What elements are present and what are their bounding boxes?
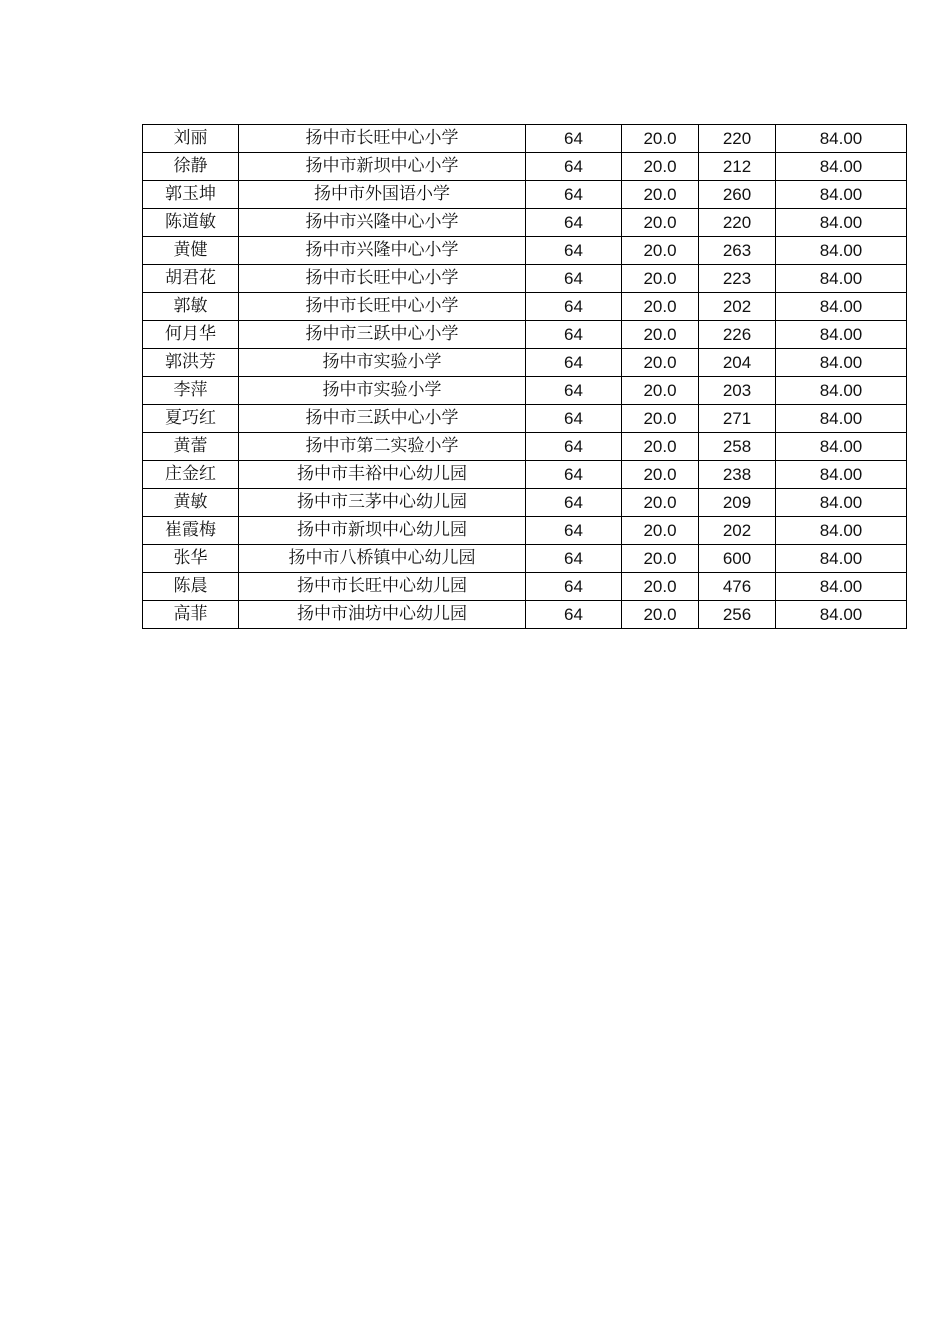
value-c-cell: 204 bbox=[699, 349, 776, 377]
value-a-cell: 64 bbox=[526, 545, 622, 573]
school-cell: 扬中市三跃中心小学 bbox=[239, 405, 526, 433]
value-a-cell: 64 bbox=[526, 517, 622, 545]
value-b-cell: 20.0 bbox=[622, 321, 699, 349]
value-c-cell: 271 bbox=[699, 405, 776, 433]
value-a-cell: 64 bbox=[526, 405, 622, 433]
name-cell: 崔霞梅 bbox=[143, 517, 239, 545]
value-b-cell: 20.0 bbox=[622, 433, 699, 461]
name-cell: 高菲 bbox=[143, 601, 239, 629]
value-b-cell: 20.0 bbox=[622, 237, 699, 265]
name-cell: 黄敏 bbox=[143, 489, 239, 517]
value-a-cell: 64 bbox=[526, 209, 622, 237]
name-cell: 李萍 bbox=[143, 377, 239, 405]
value-c-cell: 209 bbox=[699, 489, 776, 517]
table-row bbox=[143, 209, 907, 237]
value-c-cell: 476 bbox=[699, 573, 776, 601]
value-b-cell: 20.0 bbox=[622, 545, 699, 573]
name-cell: 徐静 bbox=[143, 153, 239, 181]
value-c-cell: 220 bbox=[699, 125, 776, 153]
table-row bbox=[143, 433, 907, 461]
name-cell: 陈晨 bbox=[143, 573, 239, 601]
score-cell: 84.00 bbox=[776, 237, 907, 265]
value-c-cell: 220 bbox=[699, 209, 776, 237]
table-row bbox=[143, 461, 907, 489]
school-cell: 扬中市长旺中心小学 bbox=[239, 125, 526, 153]
table-row bbox=[143, 349, 907, 377]
table-row bbox=[143, 237, 907, 265]
value-c-cell: 226 bbox=[699, 321, 776, 349]
value-b-cell: 20.0 bbox=[622, 461, 699, 489]
table-row bbox=[143, 125, 907, 153]
score-cell: 84.00 bbox=[776, 153, 907, 181]
value-b-cell: 20.0 bbox=[622, 293, 699, 321]
name-cell: 黄蕾 bbox=[143, 433, 239, 461]
value-a-cell: 64 bbox=[526, 489, 622, 517]
table-row bbox=[143, 265, 907, 293]
value-c-cell: 260 bbox=[699, 181, 776, 209]
value-b-cell: 20.0 bbox=[622, 349, 699, 377]
school-cell: 扬中市实验小学 bbox=[239, 377, 526, 405]
table-row bbox=[143, 405, 907, 433]
value-a-cell: 64 bbox=[526, 321, 622, 349]
value-c-cell: 202 bbox=[699, 517, 776, 545]
school-cell: 扬中市丰裕中心幼儿园 bbox=[239, 461, 526, 489]
school-cell: 扬中市外国语小学 bbox=[239, 181, 526, 209]
value-a-cell: 64 bbox=[526, 433, 622, 461]
school-cell: 扬中市八桥镇中心幼儿园 bbox=[239, 545, 526, 573]
table-row bbox=[143, 321, 907, 349]
school-cell: 扬中市三茅中心幼儿园 bbox=[239, 489, 526, 517]
table-row bbox=[143, 573, 907, 601]
score-cell: 84.00 bbox=[776, 517, 907, 545]
school-cell: 扬中市长旺中心幼儿园 bbox=[239, 573, 526, 601]
name-cell: 陈道敏 bbox=[143, 209, 239, 237]
value-c-cell: 223 bbox=[699, 265, 776, 293]
value-b-cell: 20.0 bbox=[622, 489, 699, 517]
value-b-cell: 20.0 bbox=[622, 517, 699, 545]
value-c-cell: 256 bbox=[699, 601, 776, 629]
name-cell: 黄健 bbox=[143, 237, 239, 265]
value-b-cell: 20.0 bbox=[622, 573, 699, 601]
score-cell: 84.00 bbox=[776, 265, 907, 293]
score-cell: 84.00 bbox=[776, 489, 907, 517]
name-cell: 郭洪芳 bbox=[143, 349, 239, 377]
school-cell: 扬中市实验小学 bbox=[239, 349, 526, 377]
school-cell: 扬中市三跃中心小学 bbox=[239, 321, 526, 349]
table-row bbox=[143, 517, 907, 545]
school-cell: 扬中市长旺中心小学 bbox=[239, 265, 526, 293]
school-cell: 扬中市第二实验小学 bbox=[239, 433, 526, 461]
value-a-cell: 64 bbox=[526, 293, 622, 321]
score-cell: 84.00 bbox=[776, 433, 907, 461]
table-body bbox=[143, 125, 907, 629]
name-cell: 胡君花 bbox=[143, 265, 239, 293]
data-table bbox=[142, 124, 907, 629]
school-cell: 扬中市新坝中心幼儿园 bbox=[239, 517, 526, 545]
value-a-cell: 64 bbox=[526, 601, 622, 629]
score-cell: 84.00 bbox=[776, 293, 907, 321]
value-a-cell: 64 bbox=[526, 573, 622, 601]
value-b-cell: 20.0 bbox=[622, 209, 699, 237]
value-b-cell: 20.0 bbox=[622, 153, 699, 181]
school-cell: 扬中市新坝中心小学 bbox=[239, 153, 526, 181]
name-cell: 刘丽 bbox=[143, 125, 239, 153]
name-cell: 庄金红 bbox=[143, 461, 239, 489]
table-row bbox=[143, 377, 907, 405]
name-cell: 郭玉坤 bbox=[143, 181, 239, 209]
value-a-cell: 64 bbox=[526, 265, 622, 293]
value-b-cell: 20.0 bbox=[622, 601, 699, 629]
school-cell: 扬中市油坊中心幼儿园 bbox=[239, 601, 526, 629]
school-cell: 扬中市兴隆中心小学 bbox=[239, 209, 526, 237]
value-a-cell: 64 bbox=[526, 125, 622, 153]
school-cell: 扬中市长旺中心小学 bbox=[239, 293, 526, 321]
score-cell: 84.00 bbox=[776, 461, 907, 489]
value-b-cell: 20.0 bbox=[622, 265, 699, 293]
table-row bbox=[143, 545, 907, 573]
value-c-cell: 238 bbox=[699, 461, 776, 489]
table-row bbox=[143, 153, 907, 181]
name-cell: 张华 bbox=[143, 545, 239, 573]
value-c-cell: 212 bbox=[699, 153, 776, 181]
table-row bbox=[143, 293, 907, 321]
table-row bbox=[143, 489, 907, 517]
table-row bbox=[143, 181, 907, 209]
name-cell: 何月华 bbox=[143, 321, 239, 349]
school-cell: 扬中市兴隆中心小学 bbox=[239, 237, 526, 265]
score-cell: 84.00 bbox=[776, 545, 907, 573]
score-cell: 84.00 bbox=[776, 349, 907, 377]
value-a-cell: 64 bbox=[526, 349, 622, 377]
value-c-cell: 263 bbox=[699, 237, 776, 265]
name-cell: 夏巧红 bbox=[143, 405, 239, 433]
value-a-cell: 64 bbox=[526, 461, 622, 489]
score-cell: 84.00 bbox=[776, 181, 907, 209]
score-cell: 84.00 bbox=[776, 573, 907, 601]
score-cell: 84.00 bbox=[776, 321, 907, 349]
value-b-cell: 20.0 bbox=[622, 377, 699, 405]
value-b-cell: 20.0 bbox=[622, 181, 699, 209]
value-b-cell: 20.0 bbox=[622, 125, 699, 153]
value-a-cell: 64 bbox=[526, 153, 622, 181]
name-cell: 郭敏 bbox=[143, 293, 239, 321]
score-cell: 84.00 bbox=[776, 405, 907, 433]
value-b-cell: 20.0 bbox=[622, 405, 699, 433]
value-a-cell: 64 bbox=[526, 237, 622, 265]
value-c-cell: 600 bbox=[699, 545, 776, 573]
value-a-cell: 64 bbox=[526, 377, 622, 405]
score-cell: 84.00 bbox=[776, 601, 907, 629]
value-c-cell: 258 bbox=[699, 433, 776, 461]
value-a-cell: 64 bbox=[526, 181, 622, 209]
table-row bbox=[143, 601, 907, 629]
score-cell: 84.00 bbox=[776, 209, 907, 237]
value-c-cell: 202 bbox=[699, 293, 776, 321]
score-cell: 84.00 bbox=[776, 377, 907, 405]
score-cell: 84.00 bbox=[776, 125, 907, 153]
value-c-cell: 203 bbox=[699, 377, 776, 405]
